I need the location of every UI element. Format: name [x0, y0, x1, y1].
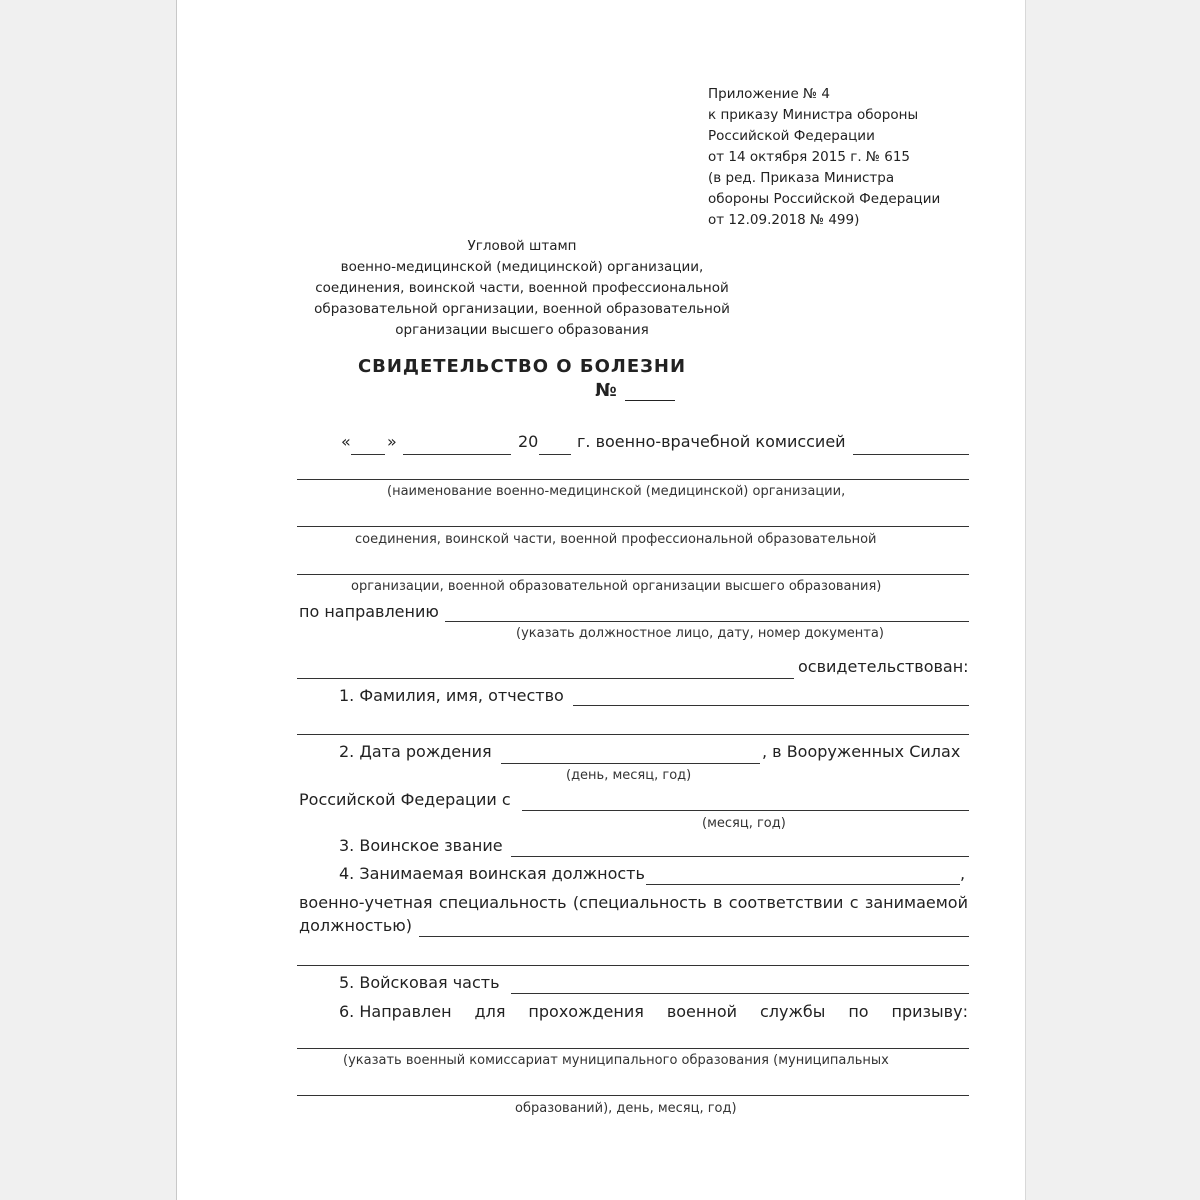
appendix-line: от 12.09.2018 № 499): [708, 212, 860, 228]
field2-label: 2. Дата рождения: [339, 742, 492, 761]
caption-organization-1: (наименование военно-медицинской (медицинской) организации,: [387, 484, 846, 499]
organization-line-2[interactable]: [297, 526, 969, 527]
field6-word: по: [848, 1002, 869, 1021]
caption-referral: (указать должностное лицо, дату, номер документа): [516, 626, 884, 641]
referral-blank-field[interactable]: [445, 621, 969, 622]
field1-label: 1. Фамилия, имя, отчество: [339, 686, 564, 705]
appendix-line: к приказу Министра обороны: [708, 107, 919, 123]
specialty-word: (специальность: [572, 893, 707, 912]
caption-month-year: (месяц, год): [702, 816, 786, 831]
caption-commissariat-2: образований), день, месяц, год): [515, 1101, 737, 1116]
field6-word: 6. Направлен: [339, 1002, 452, 1021]
specialty-word: специальность: [438, 893, 567, 912]
organization-line-3[interactable]: [297, 574, 969, 575]
birth-date-field[interactable]: [501, 763, 760, 764]
appendix-line: обороны Российской Федерации: [708, 191, 941, 207]
stamp-line: Угловой штамп: [467, 238, 577, 254]
specialty-word: с: [849, 893, 859, 912]
specialty-word: в: [713, 893, 723, 912]
field6-word: прохождения: [528, 1002, 644, 1021]
date-close-quote: »: [387, 432, 397, 451]
field3-label: 3. Воинское звание: [339, 836, 503, 855]
appendix-line: Российской Федерации: [708, 128, 875, 144]
commission-text: г. военно-врачебной комиссией: [577, 432, 846, 451]
field5-label: 5. Войсковая часть: [339, 973, 500, 992]
caption-birth-date: (день, месяц, год): [566, 768, 692, 783]
number-label: №: [595, 380, 617, 401]
field4-comma: ,: [960, 864, 966, 883]
specialty-word: соответствии: [728, 893, 844, 912]
commission-blank-field[interactable]: [853, 454, 969, 455]
examined-label: освидетельствован:: [798, 657, 969, 676]
appendix-line: (в ред. Приказа Министра: [708, 170, 895, 186]
specialty-line-2: должностью): [299, 916, 412, 935]
specialty-word: военно-учетная: [299, 893, 433, 912]
field6-word: военной: [666, 1002, 737, 1021]
number-blank-field[interactable]: [625, 382, 675, 401]
referral-label: по направлению: [299, 602, 439, 621]
stamp-line: военно-медицинской (медицинской) организации,: [340, 259, 704, 275]
full-name-field[interactable]: [573, 705, 969, 706]
full-name-field-continued[interactable]: [297, 734, 969, 735]
position-field[interactable]: [646, 884, 960, 885]
commissariat-field[interactable]: [297, 1048, 969, 1049]
stamp-line: соединения, воинской части, военной профессиональной: [315, 280, 729, 296]
field6-word: призыву:: [891, 1002, 968, 1021]
commissariat-field-continued[interactable]: [297, 1095, 969, 1096]
organization-line-1[interactable]: [297, 479, 969, 480]
service-start-field[interactable]: [522, 810, 969, 811]
appendix-line: от 14 октября 2015 г. № 615: [708, 149, 911, 165]
day-blank-field[interactable]: [351, 454, 385, 455]
year-blank-field[interactable]: [539, 454, 571, 455]
caption-organization-2: соединения, воинской части, военной профессиональной образовательной: [355, 532, 877, 547]
field6-word: службы: [759, 1002, 826, 1021]
military-rank-field[interactable]: [511, 856, 969, 857]
stamp-line: организации высшего образования: [395, 322, 649, 338]
date-open-quote: «: [341, 432, 351, 451]
rf-since-label: Российской Федерации с: [299, 790, 511, 809]
field4-label: 4. Занимаемая воинская должность: [339, 864, 645, 883]
specialty-line: [299, 893, 968, 912]
military-unit-field[interactable]: [511, 993, 969, 994]
field6-line: [339, 1002, 968, 1021]
examined-blank-field[interactable]: [297, 678, 794, 679]
field2-suffix: , в Вооруженных Силах: [762, 742, 961, 761]
specialty-field-continued[interactable]: [297, 965, 969, 966]
year-prefix: 20: [518, 432, 539, 451]
specialty-field[interactable]: [419, 936, 969, 937]
document-page: [176, 0, 1026, 1200]
specialty-word: занимаемой: [864, 893, 968, 912]
document-number: [595, 380, 675, 401]
caption-organization-3: организации, военной образовательной организации высшего образования): [351, 579, 882, 594]
document-title: СВИДЕТЕЛЬСТВО О БОЛЕЗНИ: [357, 356, 687, 377]
month-blank-field[interactable]: [403, 454, 511, 455]
stamp-line: образовательной организации, военной образовательной: [314, 301, 730, 317]
caption-commissariat-1: (указать военный комиссариат муниципального образования (муниципальных: [343, 1053, 889, 1068]
corner-stamp-block: [287, 236, 757, 341]
appendix-line: Приложение № 4: [708, 86, 830, 102]
appendix-block: [708, 84, 940, 231]
field6-word: для: [474, 1002, 506, 1021]
